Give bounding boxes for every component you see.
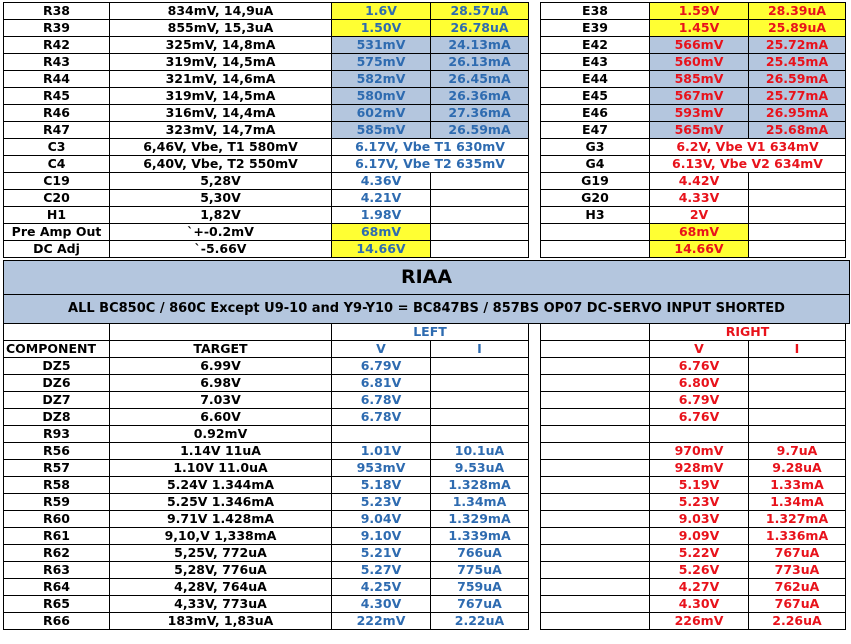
measurement-row	[4, 241, 846, 258]
measurement-row	[4, 71, 846, 88]
gap-cell	[529, 511, 541, 528]
gap-cell	[529, 224, 541, 241]
right-current: 767uA	[749, 596, 846, 613]
target-value: 4,28V, 764uA	[110, 579, 332, 596]
left-current	[431, 173, 529, 190]
right-current: 773uA	[749, 562, 846, 579]
target-value: 6.60V	[110, 409, 332, 426]
left-current: 26.36mA	[431, 88, 529, 105]
left-current	[431, 375, 529, 392]
target-value: 0.92mV	[110, 426, 332, 443]
target-value: 855mV, 15,3uA	[110, 20, 332, 37]
left-current	[431, 224, 529, 241]
right-component-label: G19	[541, 173, 650, 190]
left-voltage: 5.23V	[332, 494, 431, 511]
gap-cell	[529, 324, 541, 341]
right-current	[749, 241, 846, 258]
right-component-label	[541, 224, 650, 241]
component-label: C20	[4, 190, 110, 207]
gap-cell	[529, 596, 541, 613]
component-label: DZ7	[4, 392, 110, 409]
measurement-row	[4, 20, 846, 37]
left-voltage: 4.30V	[332, 596, 431, 613]
right-voltage: 6.79V	[650, 392, 749, 409]
left-current	[431, 241, 529, 258]
left-voltage: 953mV	[332, 460, 431, 477]
riaa-row	[4, 392, 846, 409]
target-value: 9,10,V 1,338mA	[110, 528, 332, 545]
right-component-label: E43	[541, 54, 650, 71]
right-voltage: 5.23V	[650, 494, 749, 511]
right-voltage: 560mV	[650, 54, 749, 71]
left-voltage: 4.25V	[332, 579, 431, 596]
measurement-row	[4, 54, 846, 71]
right-current	[749, 426, 846, 443]
right-current: 25.68mA	[749, 122, 846, 139]
left-voltage: 222mV	[332, 613, 431, 630]
right-voltage: 4.30V	[650, 596, 749, 613]
left-current: 766uA	[431, 545, 529, 562]
left-current	[431, 207, 529, 224]
left-current	[431, 392, 529, 409]
left-current: 1.329mA	[431, 511, 529, 528]
target-value: 319mV, 14,5mA	[110, 54, 332, 71]
gap-cell	[529, 88, 541, 105]
gap-cell	[529, 494, 541, 511]
target-value: 6,46V, Vbe, T1 580mV	[110, 139, 332, 156]
gap-cell	[529, 173, 541, 190]
left-voltage: 1.98V	[332, 207, 431, 224]
target-value: `+-0.2mV	[110, 224, 332, 241]
right-component-label: E39	[541, 20, 650, 37]
component-label: C19	[4, 173, 110, 190]
left-voltage: 6.78V	[332, 409, 431, 426]
gap-cell	[529, 54, 541, 71]
left-voltage: 6.79V	[332, 358, 431, 375]
right-current	[749, 190, 846, 207]
riaa-row	[4, 511, 846, 528]
right-current: 26.59mA	[749, 71, 846, 88]
empty-cell	[541, 392, 650, 409]
left-current	[431, 409, 529, 426]
gap-cell	[529, 207, 541, 224]
left-voltage: 1.01V	[332, 443, 431, 460]
left-voltage: 582mV	[332, 71, 431, 88]
target-value: 6.98V	[110, 375, 332, 392]
measurement-row	[4, 224, 846, 241]
empty-cell	[541, 375, 650, 392]
empty-cell	[541, 477, 650, 494]
target-value: 319mV, 14,5mA	[110, 88, 332, 105]
right-current	[749, 409, 846, 426]
right-component-label: E44	[541, 71, 650, 88]
component-label: R63	[4, 562, 110, 579]
left-value: 6.17V, Vbe T1 630mV	[332, 139, 529, 156]
right-current: 1.34mA	[749, 494, 846, 511]
component-label: R66	[4, 613, 110, 630]
gap-cell	[529, 562, 541, 579]
left-value: 6.17V, Vbe T2 635mV	[332, 156, 529, 173]
component-label: R44	[4, 71, 110, 88]
right-current: 25.72mA	[749, 37, 846, 54]
target-value: 834mV, 14,9uA	[110, 3, 332, 20]
component-label: R43	[4, 54, 110, 71]
gap-cell	[529, 545, 541, 562]
gap-cell	[529, 460, 541, 477]
left-current: 10.1uA	[431, 443, 529, 460]
left-voltage: 68mV	[332, 224, 431, 241]
empty-cell	[541, 460, 650, 477]
left-voltage: 575mV	[332, 54, 431, 71]
measurement-row	[4, 156, 846, 173]
right-current: 1.33mA	[749, 477, 846, 494]
left-voltage: 5.21V	[332, 545, 431, 562]
riaa-row	[4, 579, 846, 596]
target-value: 325mV, 14,8mA	[110, 37, 332, 54]
riaa-row	[4, 409, 846, 426]
target-header: TARGET	[110, 341, 332, 358]
gap-cell	[529, 139, 541, 156]
right-voltage: 593mV	[650, 105, 749, 122]
left-current: 26.78uA	[431, 20, 529, 37]
component-label: R62	[4, 545, 110, 562]
target-value: 321mV, 14,6mA	[110, 71, 332, 88]
empty-cell	[541, 613, 650, 630]
left-i-header: I	[431, 341, 529, 358]
gap-cell	[529, 409, 541, 426]
right-component-label	[541, 241, 650, 258]
column-header-row	[4, 341, 846, 358]
component-label: R45	[4, 88, 110, 105]
target-value: 9.71V 1.428mA	[110, 511, 332, 528]
left-voltage: 9.04V	[332, 511, 431, 528]
right-current: 1.336mA	[749, 528, 846, 545]
right-voltage: 1.45V	[650, 20, 749, 37]
left-voltage: 14.66V	[332, 241, 431, 258]
right-current: 26.95mA	[749, 105, 846, 122]
component-label: R93	[4, 426, 110, 443]
left-header: LEFT	[332, 324, 529, 341]
right-i-header: I	[749, 341, 846, 358]
component-label: R58	[4, 477, 110, 494]
right-voltage: 585mV	[650, 71, 749, 88]
right-current: 25.45mA	[749, 54, 846, 71]
left-current: 28.57uA	[431, 3, 529, 20]
left-current: 24.13mA	[431, 37, 529, 54]
component-label: H1	[4, 207, 110, 224]
right-voltage: 6.76V	[650, 358, 749, 375]
left-current	[431, 358, 529, 375]
component-label: R47	[4, 122, 110, 139]
gap-cell	[529, 528, 541, 545]
riaa-row	[4, 545, 846, 562]
empty-cell	[541, 409, 650, 426]
target-value: 6,40V, Vbe, T2 550mV	[110, 156, 332, 173]
component-label: DZ8	[4, 409, 110, 426]
left-voltage: 4.21V	[332, 190, 431, 207]
component-label: DZ6	[4, 375, 110, 392]
right-component-label: E42	[541, 37, 650, 54]
left-current: 759uA	[431, 579, 529, 596]
left-current: 1.328mA	[431, 477, 529, 494]
gap-cell	[529, 477, 541, 494]
gap-cell	[529, 3, 541, 20]
riaa-row	[4, 613, 846, 630]
left-voltage: 6.81V	[332, 375, 431, 392]
target-value: 323mV, 14,7mA	[110, 122, 332, 139]
measurement-row	[4, 207, 846, 224]
empty-cell	[541, 341, 650, 358]
right-component-label: E45	[541, 88, 650, 105]
gap-cell	[529, 341, 541, 358]
left-voltage: 585mV	[332, 122, 431, 139]
target-value: 5,30V	[110, 190, 332, 207]
gap-cell	[529, 579, 541, 596]
target-value: 5.25V 1.346mA	[110, 494, 332, 511]
side-header-row	[4, 324, 846, 341]
component-label: R46	[4, 105, 110, 122]
right-current: 9.7uA	[749, 443, 846, 460]
left-current: 27.36mA	[431, 105, 529, 122]
riaa-subtitle: ALL BC850C / 860C Except U9-10 and Y9-Y10 = BC847BS / 857BS OP07 DC-SERVO INPUT SHORTED	[4, 295, 849, 323]
right-header: RIGHT	[650, 324, 846, 341]
right-voltage: 5.19V	[650, 477, 749, 494]
riaa-row	[4, 528, 846, 545]
measurement-row	[4, 139, 846, 156]
right-current: 767uA	[749, 545, 846, 562]
right-voltage: 14.66V	[650, 241, 749, 258]
empty-cell	[541, 324, 650, 341]
gap-cell	[529, 105, 541, 122]
right-current: 762uA	[749, 579, 846, 596]
right-current: 25.77mA	[749, 88, 846, 105]
left-current: 1.339mA	[431, 528, 529, 545]
right-component-label: H3	[541, 207, 650, 224]
gap-cell	[529, 443, 541, 460]
left-current: 26.45mA	[431, 71, 529, 88]
gap-cell	[529, 426, 541, 443]
component-header: COMPONENT	[4, 341, 110, 358]
gap-cell	[529, 37, 541, 54]
left-current: 775uA	[431, 562, 529, 579]
right-voltage: 2V	[650, 207, 749, 224]
target-value: 4,33V, 773uA	[110, 596, 332, 613]
right-current: 25.89uA	[749, 20, 846, 37]
empty-cell	[541, 545, 650, 562]
riaa-row	[4, 494, 846, 511]
right-voltage: 4.27V	[650, 579, 749, 596]
right-voltage: 1.59V	[650, 3, 749, 20]
left-v-header: V	[332, 341, 431, 358]
gap-cell	[529, 392, 541, 409]
left-voltage: 5.27V	[332, 562, 431, 579]
measurement-row	[4, 105, 846, 122]
empty-cell	[541, 528, 650, 545]
empty-cell	[541, 596, 650, 613]
left-voltage: 1.6V	[332, 3, 431, 20]
right-component-label: E38	[541, 3, 650, 20]
right-voltage: 567mV	[650, 88, 749, 105]
left-voltage	[332, 426, 431, 443]
target-value: 316mV, 14,4mA	[110, 105, 332, 122]
gap-cell	[529, 358, 541, 375]
riaa-section-header	[3, 260, 850, 324]
component-label: R59	[4, 494, 110, 511]
right-component-label: E47	[541, 122, 650, 139]
right-voltage: 5.22V	[650, 545, 749, 562]
target-value: 183mV, 1,83uA	[110, 613, 332, 630]
component-label: R39	[4, 20, 110, 37]
empty-cell	[541, 579, 650, 596]
left-voltage: 5.18V	[332, 477, 431, 494]
component-label: R57	[4, 460, 110, 477]
right-current	[749, 224, 846, 241]
right-current: 2.26uA	[749, 613, 846, 630]
riaa-row	[4, 460, 846, 477]
target-value: 1,82V	[110, 207, 332, 224]
empty-cell	[541, 426, 650, 443]
measurement-row	[4, 173, 846, 190]
right-v-header: V	[650, 341, 749, 358]
target-value: 1.10V 11.0uA	[110, 460, 332, 477]
gap-cell	[529, 613, 541, 630]
riaa-table	[3, 323, 846, 630]
left-current: 767uA	[431, 596, 529, 613]
component-label: DC Adj	[4, 241, 110, 258]
riaa-row	[4, 426, 846, 443]
left-current	[431, 190, 529, 207]
right-voltage: 928mV	[650, 460, 749, 477]
riaa-row	[4, 477, 846, 494]
component-label: R60	[4, 511, 110, 528]
gap-cell	[529, 20, 541, 37]
right-voltage: 68mV	[650, 224, 749, 241]
right-voltage: 4.33V	[650, 190, 749, 207]
right-current: 9.28uA	[749, 460, 846, 477]
right-current	[749, 375, 846, 392]
left-voltage: 1.50V	[332, 20, 431, 37]
target-value: 5,25V, 772uA	[110, 545, 332, 562]
left-voltage: 602mV	[332, 105, 431, 122]
target-value: `-5.66V	[110, 241, 332, 258]
empty-cell	[110, 324, 332, 341]
measurement-row	[4, 122, 846, 139]
riaa-row	[4, 375, 846, 392]
gap-cell	[529, 122, 541, 139]
left-current: 9.53uA	[431, 460, 529, 477]
component-label: C3	[4, 139, 110, 156]
component-label: R64	[4, 579, 110, 596]
right-voltage: 565mV	[650, 122, 749, 139]
empty-cell	[541, 562, 650, 579]
right-voltage: 6.76V	[650, 409, 749, 426]
right-voltage: 226mV	[650, 613, 749, 630]
component-label: Pre Amp Out	[4, 224, 110, 241]
gap-cell	[529, 190, 541, 207]
left-voltage: 580mV	[332, 88, 431, 105]
left-voltage: 531mV	[332, 37, 431, 54]
empty-cell	[541, 358, 650, 375]
right-current	[749, 392, 846, 409]
right-voltage: 9.03V	[650, 511, 749, 528]
empty-cell	[541, 511, 650, 528]
right-voltage: 6.80V	[650, 375, 749, 392]
right-component-label: G4	[541, 156, 650, 173]
component-label: C4	[4, 156, 110, 173]
right-voltage: 5.26V	[650, 562, 749, 579]
measurement-row	[4, 37, 846, 54]
right-current	[749, 358, 846, 375]
measurement-row	[4, 88, 846, 105]
component-label: R61	[4, 528, 110, 545]
right-component-label: E46	[541, 105, 650, 122]
gap-cell	[529, 71, 541, 88]
bias-table	[3, 2, 846, 258]
left-current: 26.59mA	[431, 122, 529, 139]
right-current	[749, 207, 846, 224]
right-voltage: 9.09V	[650, 528, 749, 545]
target-value: 5,28V, 776uA	[110, 562, 332, 579]
component-label: R42	[4, 37, 110, 54]
right-component-label: G3	[541, 139, 650, 156]
left-current: 26.13mA	[431, 54, 529, 71]
measurement-row	[4, 3, 846, 20]
component-label: R38	[4, 3, 110, 20]
target-value: 5.24V 1.344mA	[110, 477, 332, 494]
component-label: R65	[4, 596, 110, 613]
right-value: 6.2V, Vbe V1 634mV	[650, 139, 846, 156]
right-current: 28.39uA	[749, 3, 846, 20]
right-voltage: 970mV	[650, 443, 749, 460]
riaa-row	[4, 562, 846, 579]
empty-cell	[541, 494, 650, 511]
right-current: 1.327mA	[749, 511, 846, 528]
target-value: 1.14V 11uA	[110, 443, 332, 460]
gap-cell	[529, 375, 541, 392]
riaa-row	[4, 596, 846, 613]
riaa-row	[4, 443, 846, 460]
empty-cell	[4, 324, 110, 341]
right-voltage	[650, 426, 749, 443]
right-current	[749, 173, 846, 190]
left-voltage: 6.78V	[332, 392, 431, 409]
measurement-row	[4, 190, 846, 207]
right-voltage: 566mV	[650, 37, 749, 54]
target-value: 7.03V	[110, 392, 332, 409]
gap-cell	[529, 156, 541, 173]
left-voltage: 9.10V	[332, 528, 431, 545]
target-value: 6.99V	[110, 358, 332, 375]
component-label: DZ5	[4, 358, 110, 375]
gap-cell	[529, 241, 541, 258]
empty-cell	[541, 443, 650, 460]
left-current: 2.22uA	[431, 613, 529, 630]
right-component-label: G20	[541, 190, 650, 207]
left-current	[431, 426, 529, 443]
right-voltage: 4.42V	[650, 173, 749, 190]
component-label: R56	[4, 443, 110, 460]
left-current: 1.34mA	[431, 494, 529, 511]
riaa-row	[4, 358, 846, 375]
left-voltage: 4.36V	[332, 173, 431, 190]
riaa-title: RIAA	[4, 261, 849, 295]
target-value: 5,28V	[110, 173, 332, 190]
right-value: 6.13V, Vbe V2 634mV	[650, 156, 846, 173]
